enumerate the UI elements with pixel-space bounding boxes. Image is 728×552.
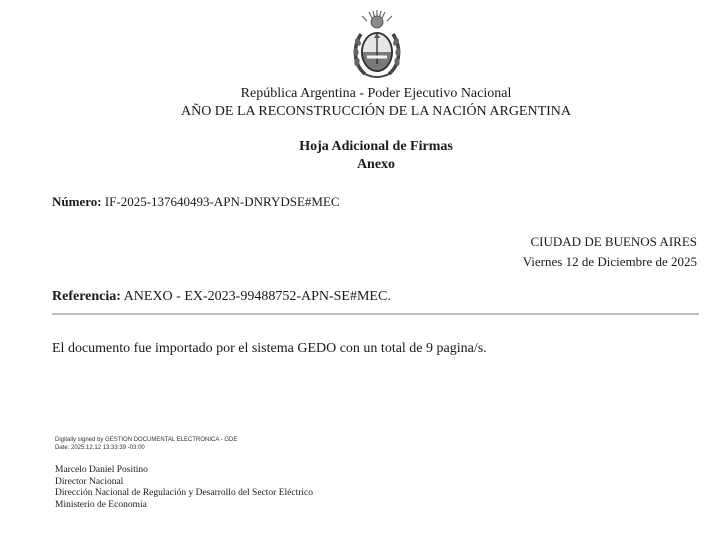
digital-signature-stamp [55, 436, 237, 452]
argentine-coat-of-arms-icon [349, 8, 405, 84]
signer-ministry: Ministerio de Economía [55, 499, 147, 510]
header-government-line: República Argentina - Poder Ejecutivo Nacional [240, 86, 512, 101]
document-number-label: Número: [52, 194, 102, 209]
digital-signature-date: Date: 2025.12.12 13:33:39 -03:00 [55, 445, 145, 451]
signer-name: Marcelo Daniel Positino [55, 465, 148, 475]
reference [52, 289, 391, 305]
location-date: Viernes 12 de Diciembre de 2025 [522, 254, 697, 269]
document-subtitle: Anexo [356, 157, 396, 172]
body-paragraph: El documento fue importado por el sistema GEDO con un total de 9 pagina/s. [52, 341, 487, 356]
section-divider [52, 313, 699, 315]
signer-office: Dirección Nacional de Regulación y Desarrollo del Sector Eléctrico [55, 488, 313, 498]
signer-title: Director Nacional [55, 476, 124, 487]
reference-label: Referencia: [52, 289, 121, 304]
reference-value: ANEXO - EX-2023-99488752-APN-SE#MEC. [123, 289, 391, 304]
document-number-value: IF-2025-137640493-APN-DNRYDSE#MEC [104, 194, 340, 209]
signer-block [55, 465, 313, 511]
document-title: Hoja Adicional de Firmas [299, 139, 453, 154]
digital-signature-signed-by: Digitally signed by GESTION DOCUMENTAL ELECTRONICA - GDE [55, 437, 238, 443]
document-number [52, 194, 340, 210]
header-year-motto: AÑO DE LA RECONSTRUCCIÓN DE LA NACIÓN ARGENTINA [180, 104, 572, 119]
location-city: CIUDAD DE BUENOS AIRES [530, 234, 697, 249]
